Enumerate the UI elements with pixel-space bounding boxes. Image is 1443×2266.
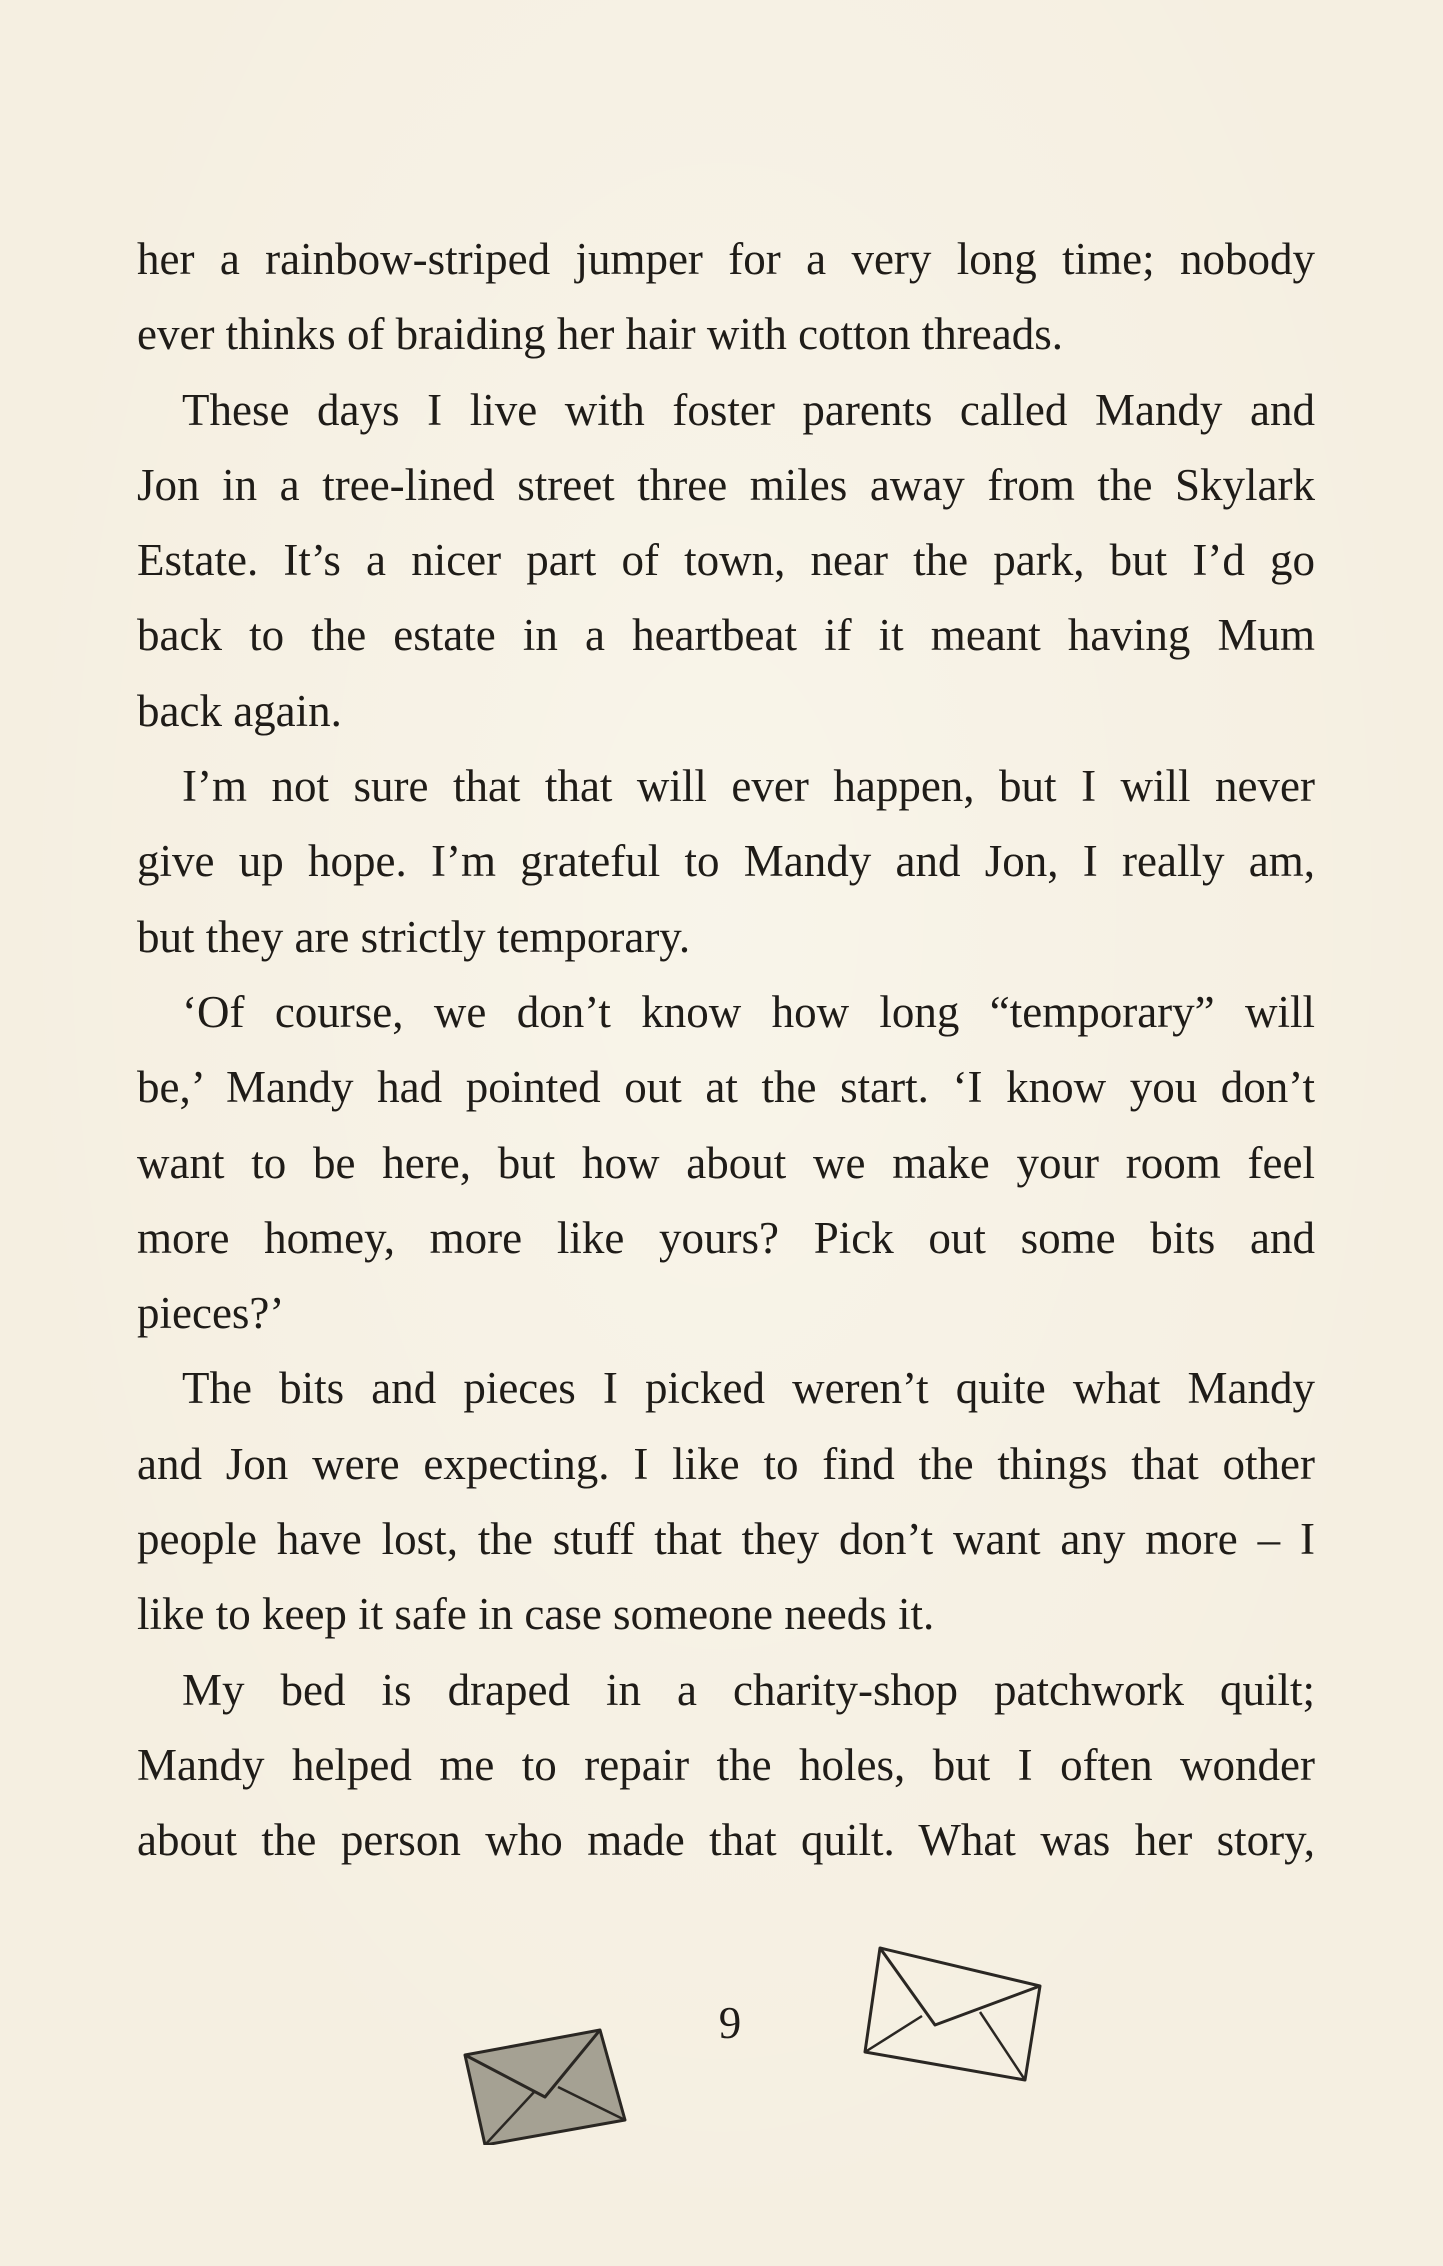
- envelope-icon: [860, 1940, 1045, 2090]
- text-line: but they are strictly temporary.: [137, 911, 691, 962]
- text-line: her a rainbow-striped jumper for a very long time; nobody: [137, 234, 1315, 284]
- text-line: My bed is draped in a charity-shop patchwork quilt;: [182, 1664, 1315, 1715]
- page-number: 9: [718, 1998, 742, 2048]
- text-line: Jon in a tree-lined street three miles away from the Skylark: [137, 459, 1315, 510]
- text-line: I’m not sure that that will ever happen, but I will never: [182, 761, 1315, 812]
- text-line: and Jon were expecting. I like to find the things that other: [137, 1438, 1315, 1489]
- text-line: ‘Of course, we don’t know how long “temporary” will: [182, 986, 1315, 1037]
- text-line: These days I live with foster parents called Mandy and: [182, 384, 1315, 435]
- text-line: back to the estate in a heartbeat if it meant having Mum: [137, 610, 1315, 661]
- text-line: give up hope. I’m grateful to Mandy and Jon, I really am,: [137, 836, 1315, 887]
- text-line: The bits and pieces I picked weren’t quite what Mandy: [182, 1363, 1315, 1414]
- text-line: back again.: [137, 685, 342, 736]
- text-line: pieces?’: [137, 1288, 285, 1339]
- text-line: ever thinks of braiding her hair with cotton threads.: [137, 309, 1063, 360]
- envelope-icon: [460, 2025, 630, 2145]
- text-line: be,’ Mandy had pointed out at the start. ‘I know you don’t: [137, 1062, 1315, 1113]
- body-text: [137, 222, 1315, 1879]
- text-line: people have lost, the stuff that they don’t want any more – I: [137, 1514, 1315, 1565]
- text-line: want to be here, but how about we make your room feel: [137, 1137, 1315, 1188]
- text-line: Mandy helped me to repair the holes, but I often wonder: [137, 1739, 1315, 1790]
- text-line: more homey, more like yours? Pick out some bits and: [137, 1212, 1315, 1263]
- text-line: about the person who made that quilt. What was her story,: [137, 1815, 1315, 1866]
- text-line: like to keep it safe in case someone needs it.: [137, 1589, 935, 1640]
- text-line: Estate. It’s a nicer part of town, near the park, but I’d go: [137, 535, 1315, 586]
